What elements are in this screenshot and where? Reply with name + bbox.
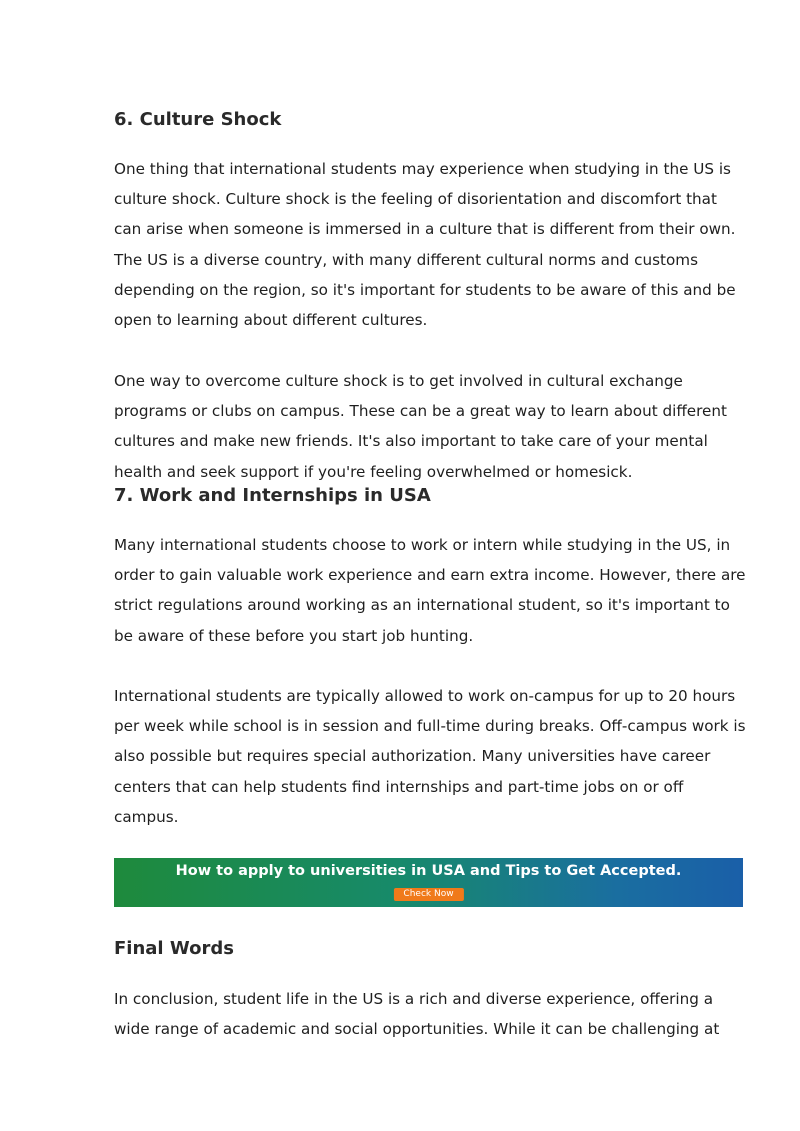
promo-banner-link[interactable]	[114, 858, 743, 907]
check-now-button[interactable]: Check Now	[393, 888, 463, 901]
paragraph-culture-shock-intro: One thing that international students may experience when studying in the US is culture shock. Culture shock is the feeling of disorientation and discomfort that can arise when someone is immersed in a culture that is different from their own. The US is a diverse country, with many different cultural norms and customs depending on the region, so it's important for students to be aware of this and be open to learning about different cultures.	[114, 160, 736, 330]
section-heading-work-internships: 7. Work and Internships in USA	[114, 485, 431, 506]
paragraph-final-words: In conclusion, student life in the US is a rich and diverse experience, offering a wide range of academic and social opportunities. While it can be challenging at	[114, 990, 720, 1039]
paragraph-work-rules: International students are typically allowed to work on-campus for up to 20 hours per week while school is in session and full-time during breaks. Off-campus work is also possible but requires special authorization. Many universities have career centers that can help students find internships and part-time jobs on or off campus.	[114, 687, 746, 826]
paragraph-culture-shock-tips: One way to overcome culture shock is to get involved in cultural exchange programs or clubs on campus. These can be a great way to learn about different cultures and make new friends. It's also important to take care of your mental health and seek support if you're feeling overwhelmed or homesick.	[114, 372, 727, 481]
paragraph-work-intro: Many international students choose to work or intern while studying in the US, in order to gain valuable work experience and earn extra income. However, there are strict regulations around working as an international student, so it's important to be aware of these before you start job hunting.	[114, 536, 746, 645]
section-heading-culture-shock: 6. Culture Shock	[114, 109, 282, 130]
banner-title: How to apply to universities in USA and Tips to Get Accepted.	[175, 863, 682, 879]
section-heading-final-words: Final Words	[114, 938, 234, 959]
